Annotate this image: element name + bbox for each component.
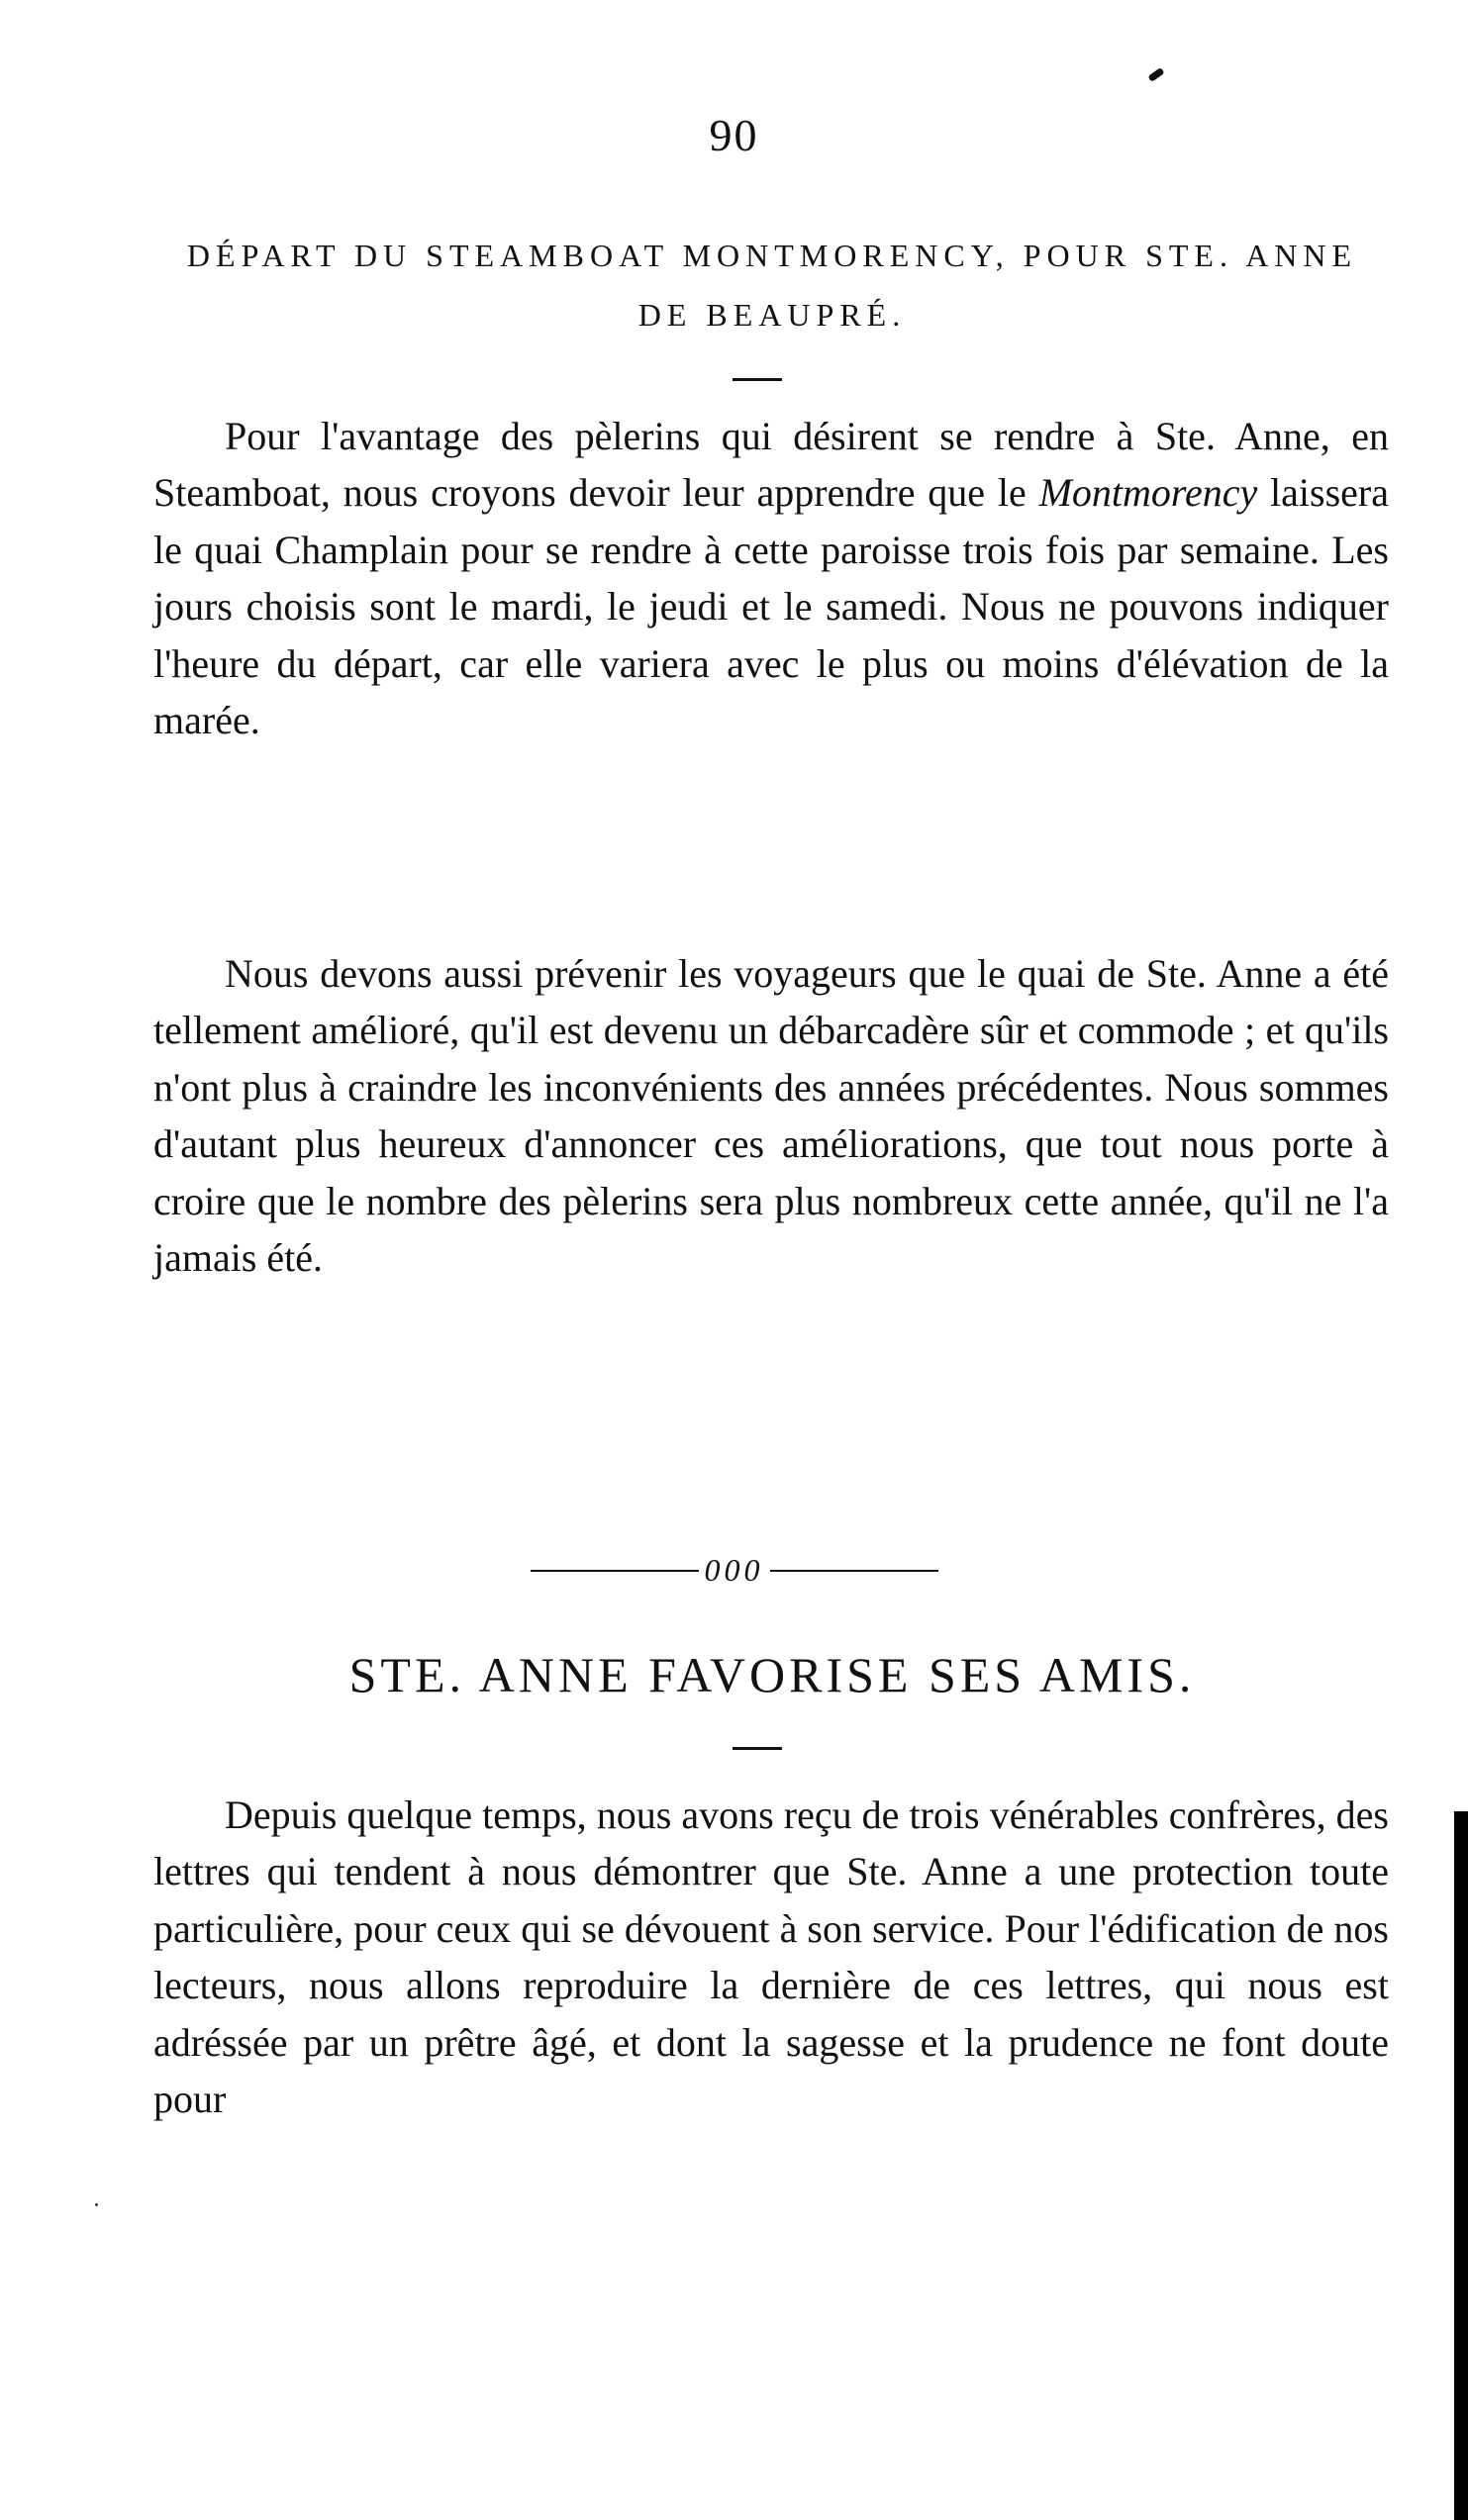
separator-line-left [531,1570,699,1572]
section-title-steamboat: DÉPART DU STEAMBOAT MONTMORENCY, POUR STE. ANNE DE BEAUPRÉ. [186,238,1358,333]
title-rule [733,1747,782,1750]
paragraph-text: laissera le quai Champlain pour se rendre à cette paroisse trois fois par semaine. Les jours choisis sont le mardi, le jeudi et le samedi. Nous ne pouvons indiquer l'heure du départ, car elle variera avec le plus ou moins d'élévation de la marée. [153,470,1390,743]
scan-dot [95,2203,98,2206]
paragraph-steamboat-schedule [153,408,1389,748]
title-rule [733,378,782,381]
separator-mark: 000 [704,1552,764,1588]
ship-name: Montmorency [1038,470,1258,516]
page-number: 90 [709,110,759,160]
paragraph-text: Pour l'avantage des pèlerins qui désirent se rendre à Ste. Anne, en Steamboat, nous croyons devoir leur apprendre que le [153,414,1389,516]
paragraph-letters: Depuis quelque temps, nous avons reçu de trois vénérables confrères, des lettres qui tendent à nous démontrer que Ste. Anne a une protection toute particulière, pour ceux qui se dévouent à son service. Pour l'édification de nos lecteurs, nous allons reproduire la dernière de ces lettres, qui nous est adréssée par un prêtre âgé, et dont la sagesse et la prudence ne font doute pour [153,1793,1389,2122]
section-separator [0,1552,1468,1589]
paragraph-quay-improvements: Nous devons aussi prévenir les voyageurs que le quai de Ste. Anne a été tellement amélioré, qu'il est devenu un débarcadère sûr et commode ; et qu'ils n'ont plus à craindre les inconvénients des années précédentes. Nous sommes d'autant plus heureux d'annoncer ces améliorations, que tout nous porte à croire que le nombre des pèlerins sera plus nombreux cette année, qu'il ne l'a jamais été. [153,951,1389,1281]
ink-speck [1147,67,1164,82]
section-title-ste-anne: STE. ANNE FAVORISE SES AMIS. [348,1647,1196,1702]
separator-line-right [770,1570,938,1572]
scan-edge-bar [1454,1811,1468,2520]
